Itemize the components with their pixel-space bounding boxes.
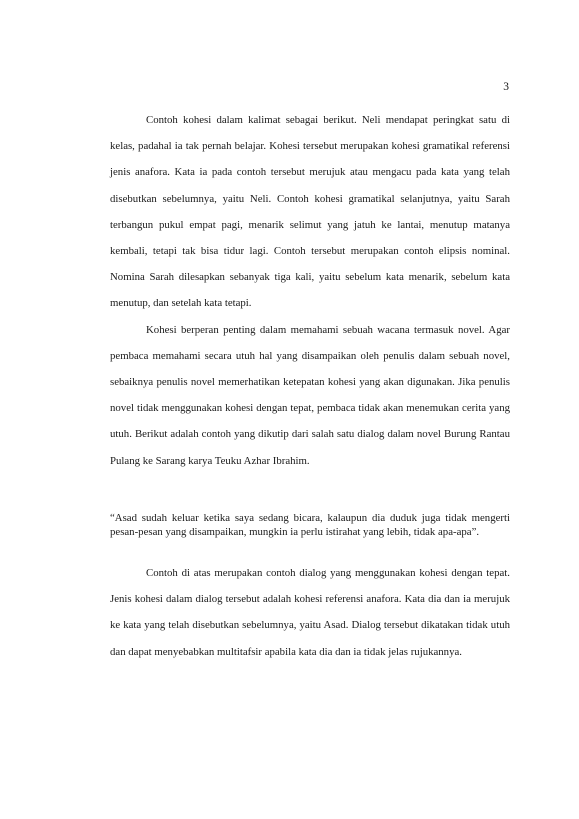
paragraph-cohesion-examples: Contoh kohesi dalam kalimat sebagai berikut. Neli mendapat peringkat satu di kelas, padahal ia tak pernah belajar. Kohesi tersebut merupakan kohesi gramatikal referensi jenis anafora. Kata ia pada contoh tersebut merujuk atau mengacu pada kata yang telah disebutkan sebelumnya, yaitu Neli. Contoh kohesi gramatikal selanjutnya, yaitu Sarah terbangun pukul empat pagi, menarik selimut yang jatuh ke lantai, menutup matanya kembali, tetapi tak bisa tidur lagi. Contoh tersebut merupakan contoh elipsis nominal. Nomina Sarah dilesapkan sebanyak tiga kali, yaitu sebelum kata menarik, sebelum kata menutup, dan setelah kata tetapi. xyxy=(110,114,510,310)
page-number: 3 xyxy=(503,81,509,93)
main-body-text xyxy=(110,107,510,474)
paragraph-cohesion-in-novel: Kohesi berperan penting dalam memahami sebuah wacana termasuk novel. Agar pembaca memahami secara utuh hal yang disampaikan oleh penulis dalam sebuah novel, sebaiknya penulis novel memerhatikan ketepatan kohesi yang akan digunakan. Jika penulis novel tidak menggunakan kohesi dengan tepat, pembaca tidak akan menemukan cerita yang utuh. Berikut adalah contoh yang dikutip dari salah satu dialog dalam novel Burung Rantau Pulang ke Sarang karya Teuku Azhar Ibrahim. xyxy=(110,323,510,467)
dialog-quote: “Asad sudah keluar ketika saya sedang bicara, kalaupun dia duduk juga tidak mengerti pesan-pesan yang disampaikan, mungkin ia perlu istirahat yang lebih, tidak apa-apa”. xyxy=(110,512,510,538)
paragraph-dialog-analysis: Contoh di atas merupakan contoh dialog yang menggunakan kohesi dengan tepat. Jenis kohesi dalam dialog tersebut adalah kohesi referensi anafora. Kata dia dan ia merujuk ke kata yang telah disebutkan sebelumnya, yaitu Asad. Dialog tersebut dikatakan tidak utuh dan dapat menyebabkan multitafsir apabila kata dia dan ia tidak jelas rujukannya. xyxy=(110,567,510,658)
closing-body-text xyxy=(110,560,510,665)
